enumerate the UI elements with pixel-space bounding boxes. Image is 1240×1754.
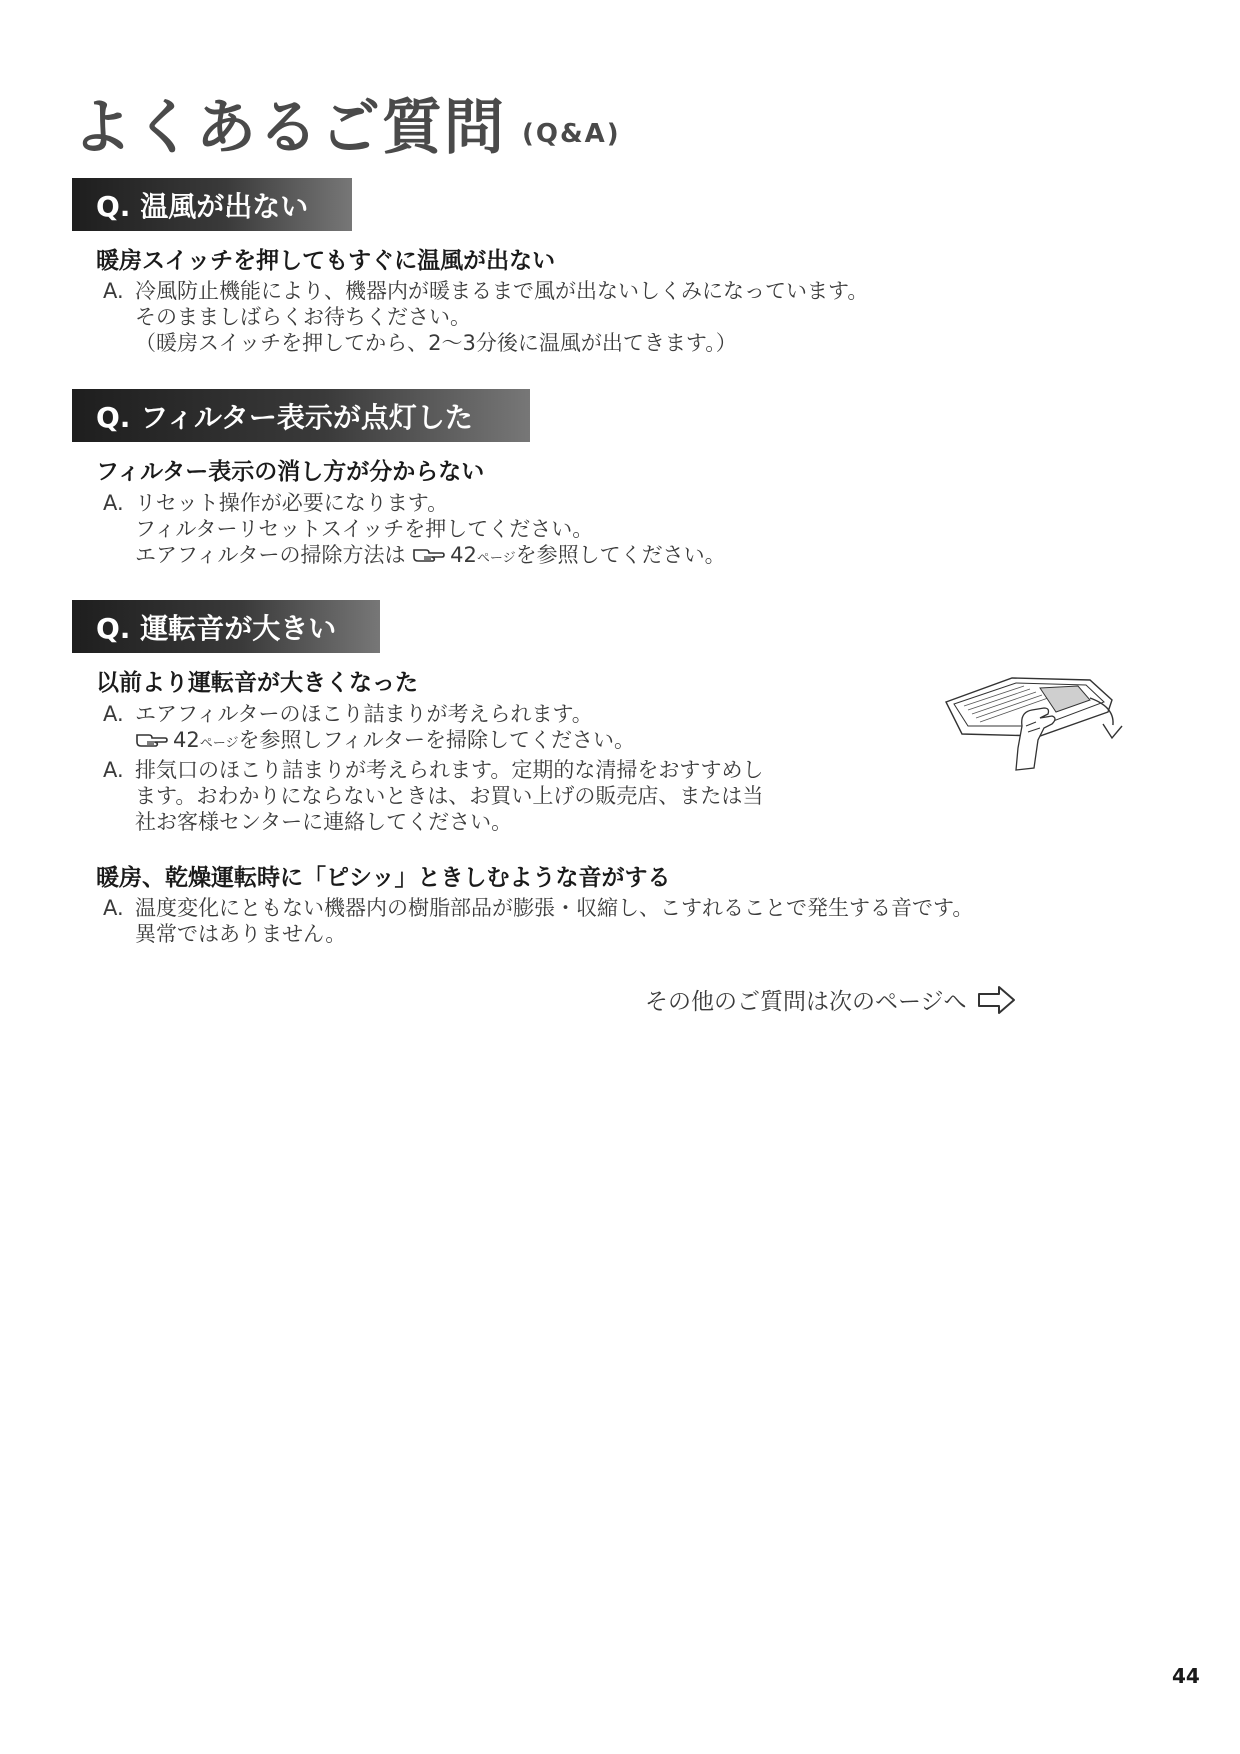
- section-heading-operation-noise: Q. 運転音が大きい: [72, 600, 380, 653]
- reference-page-number: 42: [450, 543, 477, 567]
- reference-page-number: 42: [173, 728, 200, 752]
- answer-text: 社お客様センターに連絡してください。: [135, 810, 513, 834]
- page-title-main: よくあるご質問: [72, 93, 506, 163]
- answer-block: [103, 701, 764, 835]
- answer-block: [103, 490, 726, 572]
- pointing-hand-icon: [412, 546, 446, 564]
- page-title: [72, 80, 621, 166]
- question-creaking-sound: 暖房、乾燥運転時に「ピシッ」ときしむような音がする: [96, 865, 671, 891]
- answer-reference-line: [135, 542, 726, 572]
- answer-text: そのまましばらくお待ちください。: [135, 305, 471, 329]
- answer-text: 冷風防止機能により、機器内が暖まるまで風が出ないしくみになっています。: [135, 279, 869, 303]
- answer-label: A.: [103, 491, 124, 515]
- page-title-sub: (Q&A): [522, 119, 621, 149]
- answer-text: 温度変化にともない機器内の樹脂部品が膨張・収縮し、こすれることで発生する音です。: [135, 896, 974, 920]
- reference-suffix: を参照しフィルターを掃除してください。: [238, 728, 635, 752]
- filter-removal-illustration: [940, 668, 1130, 783]
- answer-text: エアフィルターのほこり詰まりが考えられます。: [135, 702, 593, 726]
- question-filter-reset: フィルター表示の消し方が分からない: [96, 459, 485, 485]
- answer-text: リセット操作が必要になります。: [135, 491, 449, 515]
- answer-text: 異常ではありません。: [135, 922, 347, 946]
- right-arrow-icon: [977, 985, 1017, 1015]
- reference-page-unit: ページ: [476, 551, 516, 566]
- answer-text: 排気口のほこり詰まりが考えられます。定期的な清掃をおすすめし: [135, 758, 764, 782]
- answer-text: ます。おわかりにならないときは、お買い上げの販売店、または当: [135, 784, 764, 808]
- next-page-text: その他のご質問は次のページへ: [645, 989, 967, 1015]
- page-number: 44: [1172, 1664, 1200, 1688]
- question-noise-louder: 以前より運転音が大きくなった: [96, 670, 418, 696]
- reference-prefix: エアフィルターの掃除方法は: [135, 543, 406, 567]
- next-page-link[interactable]: [645, 983, 1017, 1016]
- reference-suffix: を参照してください。: [515, 543, 726, 567]
- answer-label: A.: [103, 702, 124, 726]
- answer-text: フィルターリセットスイッチを押してください。: [135, 517, 594, 541]
- answer-text: （暖房スイッチを押してから、2～3分後に温風が出てきます。）: [135, 331, 737, 355]
- answer-label: A.: [103, 279, 124, 303]
- section-heading-filter-indicator: Q. フィルター表示が点灯した: [72, 389, 530, 442]
- answer-block: [103, 278, 868, 356]
- pointing-hand-icon: [135, 731, 169, 749]
- answer-reference-line: [135, 727, 635, 757]
- reference-page-unit: ページ: [199, 736, 239, 751]
- answer-label: A.: [103, 896, 124, 920]
- section-heading-warm-air: Q. 温風が出ない: [72, 178, 352, 231]
- question-heating-no-warm-air: 暖房スイッチを押してもすぐに温風が出ない: [96, 248, 556, 274]
- answer-label: A.: [103, 758, 124, 782]
- answer-block: [103, 895, 973, 947]
